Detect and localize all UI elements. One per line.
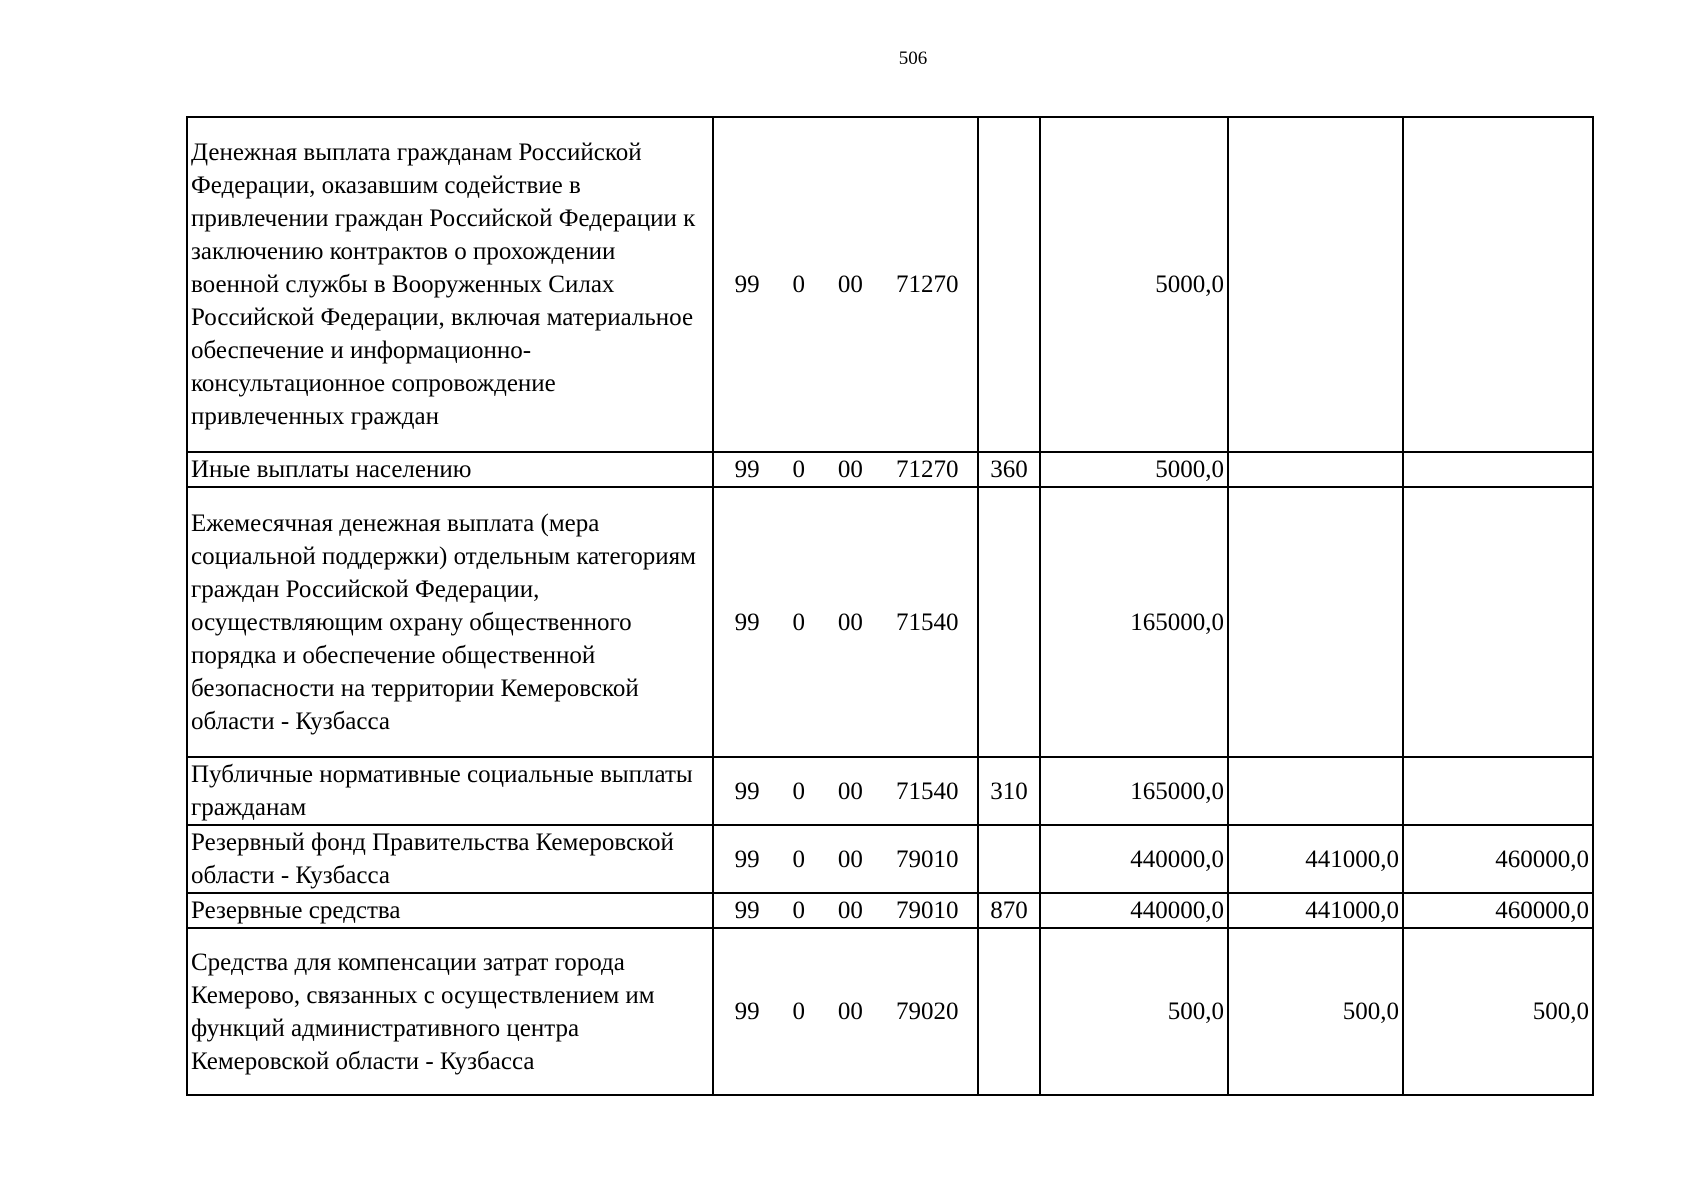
amount-year-3: 460000,0 [1403,825,1593,893]
amount-year-2 [1228,452,1403,487]
amount-year-2: 441000,0 [1228,893,1403,928]
table-row [187,117,1593,452]
direction-code: 79020 [896,998,959,1025]
main-event-code: 00 [837,777,863,805]
amount-year-3 [1403,757,1593,825]
direction-code: 71270 [896,456,959,483]
amount-year-1: 165000,0 [1040,487,1228,757]
amount-year-2: 441000,0 [1228,825,1403,893]
amount-year-1: 440000,0 [1040,893,1228,928]
subprogram-code: 0 [792,897,806,924]
program-code: 99 [734,456,760,483]
main-event-code: 00 [837,998,863,1025]
table-row [187,452,1593,487]
subprogram-code: 0 [792,998,806,1025]
amount-year-3: 500,0 [1403,928,1593,1095]
program-code: 99 [734,777,760,805]
amount-year-1: 5000,0 [1040,117,1228,452]
amount-year-3 [1403,452,1593,487]
subprogram-code: 0 [792,456,806,483]
main-event-code: 00 [837,608,863,636]
row-name: Средства для компенсации затрат города Кемерово, связанных с осуществлением им функций административного центра Кемеровской области - Кузбасса [187,928,713,1095]
target-article-code [713,825,978,893]
row-name: Иные выплаты населению [187,452,713,487]
target-article-code [713,928,978,1095]
amount-year-1: 440000,0 [1040,825,1228,893]
main-event-code: 00 [837,897,863,924]
subprogram-code: 0 [792,845,806,873]
program-code: 99 [734,845,760,873]
expense-type-code [978,928,1040,1095]
main-event-code: 00 [837,456,863,483]
row-name: Публичные нормативные социальные выплаты гражданам [187,757,713,825]
amount-year-2: 500,0 [1228,928,1403,1095]
expense-type-code [978,825,1040,893]
row-name: Денежная выплата гражданам Российской Федерации, оказавшим содействие в привлечении граждан Российской Федерации к заключению контрактов о прохождении военной службы в Вооруженных Силах Российской Федерации, включая материальное обеспечение и информационно-консультационное сопровождение привлеченных граждан [187,117,713,452]
subprogram-code: 0 [792,777,806,805]
main-event-code: 00 [837,271,863,298]
amount-year-3: 460000,0 [1403,893,1593,928]
expense-type-code: 310 [978,757,1040,825]
expense-type-code [978,487,1040,757]
table-row [187,757,1593,825]
target-article-code [713,757,978,825]
amount-year-2 [1228,487,1403,757]
row-name: Ежемесячная денежная выплата (мера социальной поддержки) отдельным категориям граждан Российской Федерации, осуществляющим охрану общественного порядка и обеспечение общественной безопасности на территории Кемеровской области - Кузбасса [187,487,713,757]
target-article-code [713,452,978,487]
direction-code: 71540 [896,608,959,636]
target-article-code [713,117,978,452]
main-event-code: 00 [837,845,863,873]
amount-year-2 [1228,117,1403,452]
expense-type-code: 870 [978,893,1040,928]
table-row [187,928,1593,1095]
amount-year-3 [1403,117,1593,452]
amount-year-2 [1228,757,1403,825]
expense-type-code: 360 [978,452,1040,487]
direction-code: 79010 [896,897,959,924]
amount-year-1: 165000,0 [1040,757,1228,825]
program-code: 99 [734,608,760,636]
program-code: 99 [734,897,760,924]
target-article-code [713,893,978,928]
direction-code: 79010 [896,845,959,873]
table-row [187,487,1593,757]
target-article-code [713,487,978,757]
direction-code: 71540 [896,777,959,805]
table-row [187,825,1593,893]
direction-code: 71270 [896,271,959,298]
program-code: 99 [734,271,760,298]
amount-year-3 [1403,487,1593,757]
program-code: 99 [734,998,760,1025]
row-name: Резервный фонд Правительства Кемеровской области - Кузбасса [187,825,713,893]
amount-year-1: 500,0 [1040,928,1228,1095]
expense-type-code [978,117,1040,452]
table-row [187,893,1593,928]
amount-year-1: 5000,0 [1040,452,1228,487]
page-number: 506 [898,48,928,69]
row-name: Резервные средства [187,893,713,928]
subprogram-code: 0 [792,271,806,298]
subprogram-code: 0 [792,608,806,636]
budget-table [186,116,1594,1096]
